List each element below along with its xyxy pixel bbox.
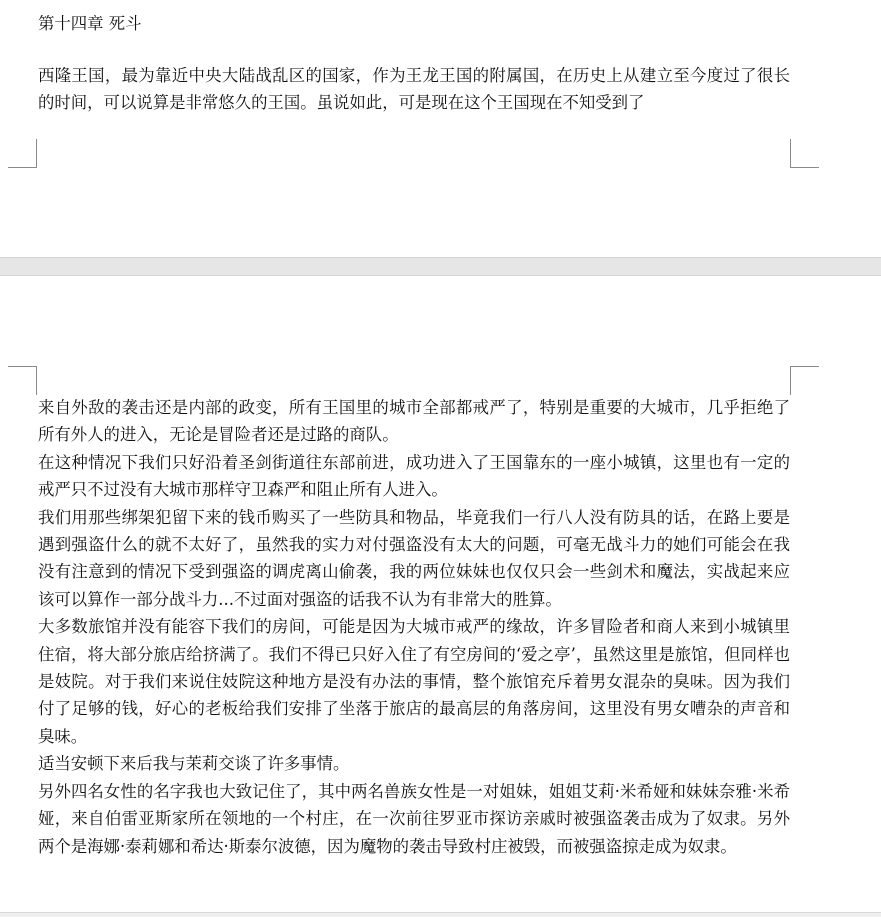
page-separator <box>0 257 881 276</box>
paragraph-page1: 西隆王国，最为靠近中央大陆战乱区的国家，作为王龙王国的附属国，在历史上从建立至今度过了很长的时间，可以说算是非常悠久的王国。虽说如此，可是现在这个王国现在不知受到了 <box>38 66 790 113</box>
paragraph: 另外四名女性的名字我也大致记住了，其中两名兽族女性是一对姐妹，姐姐艾莉·米希娅和妹妹奈雅·米希娅，来自伯雷亚斯家所在领地的一个村庄，在一次前往罗亚市探访亲戚时被强盗袭击成为了奴隶。另外两个是海娜·泰莉娜和希达·斯泰尔波德，因为魔物的袭击导致村庄被毁，而被强盗掠走成为奴隶。 <box>38 781 790 856</box>
chapter-title: 第十四章 死斗 <box>38 14 142 33</box>
paragraph: 来自外敌的袭击还是内部的政变，所有王国里的城市全部都戒严了，特别是重要的大城市，几乎拒绝了所有外人的进入，无论是冒险者还是过路的商队。 <box>38 398 790 445</box>
paragraph: 适当安顿下来后我与茉莉交谈了许多事情。 <box>38 754 350 774</box>
margin-corner-top-left <box>8 366 37 395</box>
margin-corner-bottom-left <box>8 139 37 168</box>
page2-body <box>38 394 790 860</box>
page-bottom-edge <box>0 912 881 917</box>
paragraph: 在这种情况下我们只好沿着圣剑街道往东部前进，成功进入了王国靠东的一座小城镇，这里也有一定的戒严只不过没有大城市那样守卫森严和阻止所有人进入。 <box>38 452 790 500</box>
paragraph: 我们用那些绑架犯留下来的钱币购买了一些防具和物品，毕竟我们一行八人没有防具的话，在路上要是遇到强盗什么的就不太好了，虽然我的实力对付强盗没有太大的问题，可毫无战斗力的她们可能会在我没有注意到的情况下受到强盗的调虎离山偷袭，我的两位妹妹也仅仅只会一些剑术和魔法，实战起来应该可以算作一部分战斗力...不过面对强盗的话我不认为有非常大的胜算。 <box>38 507 790 609</box>
margin-corner-top-right <box>790 366 819 395</box>
document-page-2 <box>0 276 881 917</box>
margin-corner-bottom-right <box>790 139 819 168</box>
document-page-1 <box>0 0 881 257</box>
paragraph: 大多数旅馆并没有能容下我们的房间，可能是因为大城市戒严的缘故，许多冒险者和商人来到小城镇里住宿，将大部分旅店给挤满了。我们不得已只好入住了有空房间的‘爱之亭’，虽然这里是旅馆，但同样也是妓院。对于我们来说住妓院这种地方是没有办法的事情，整个旅馆充斥着男女混杂的臭味。因为我们付了足够的钱，好心的老板给我们安排了坐落于旅店的最高层的角落房间，这里没有男女嘈杂的声音和臭味。 <box>38 617 790 746</box>
